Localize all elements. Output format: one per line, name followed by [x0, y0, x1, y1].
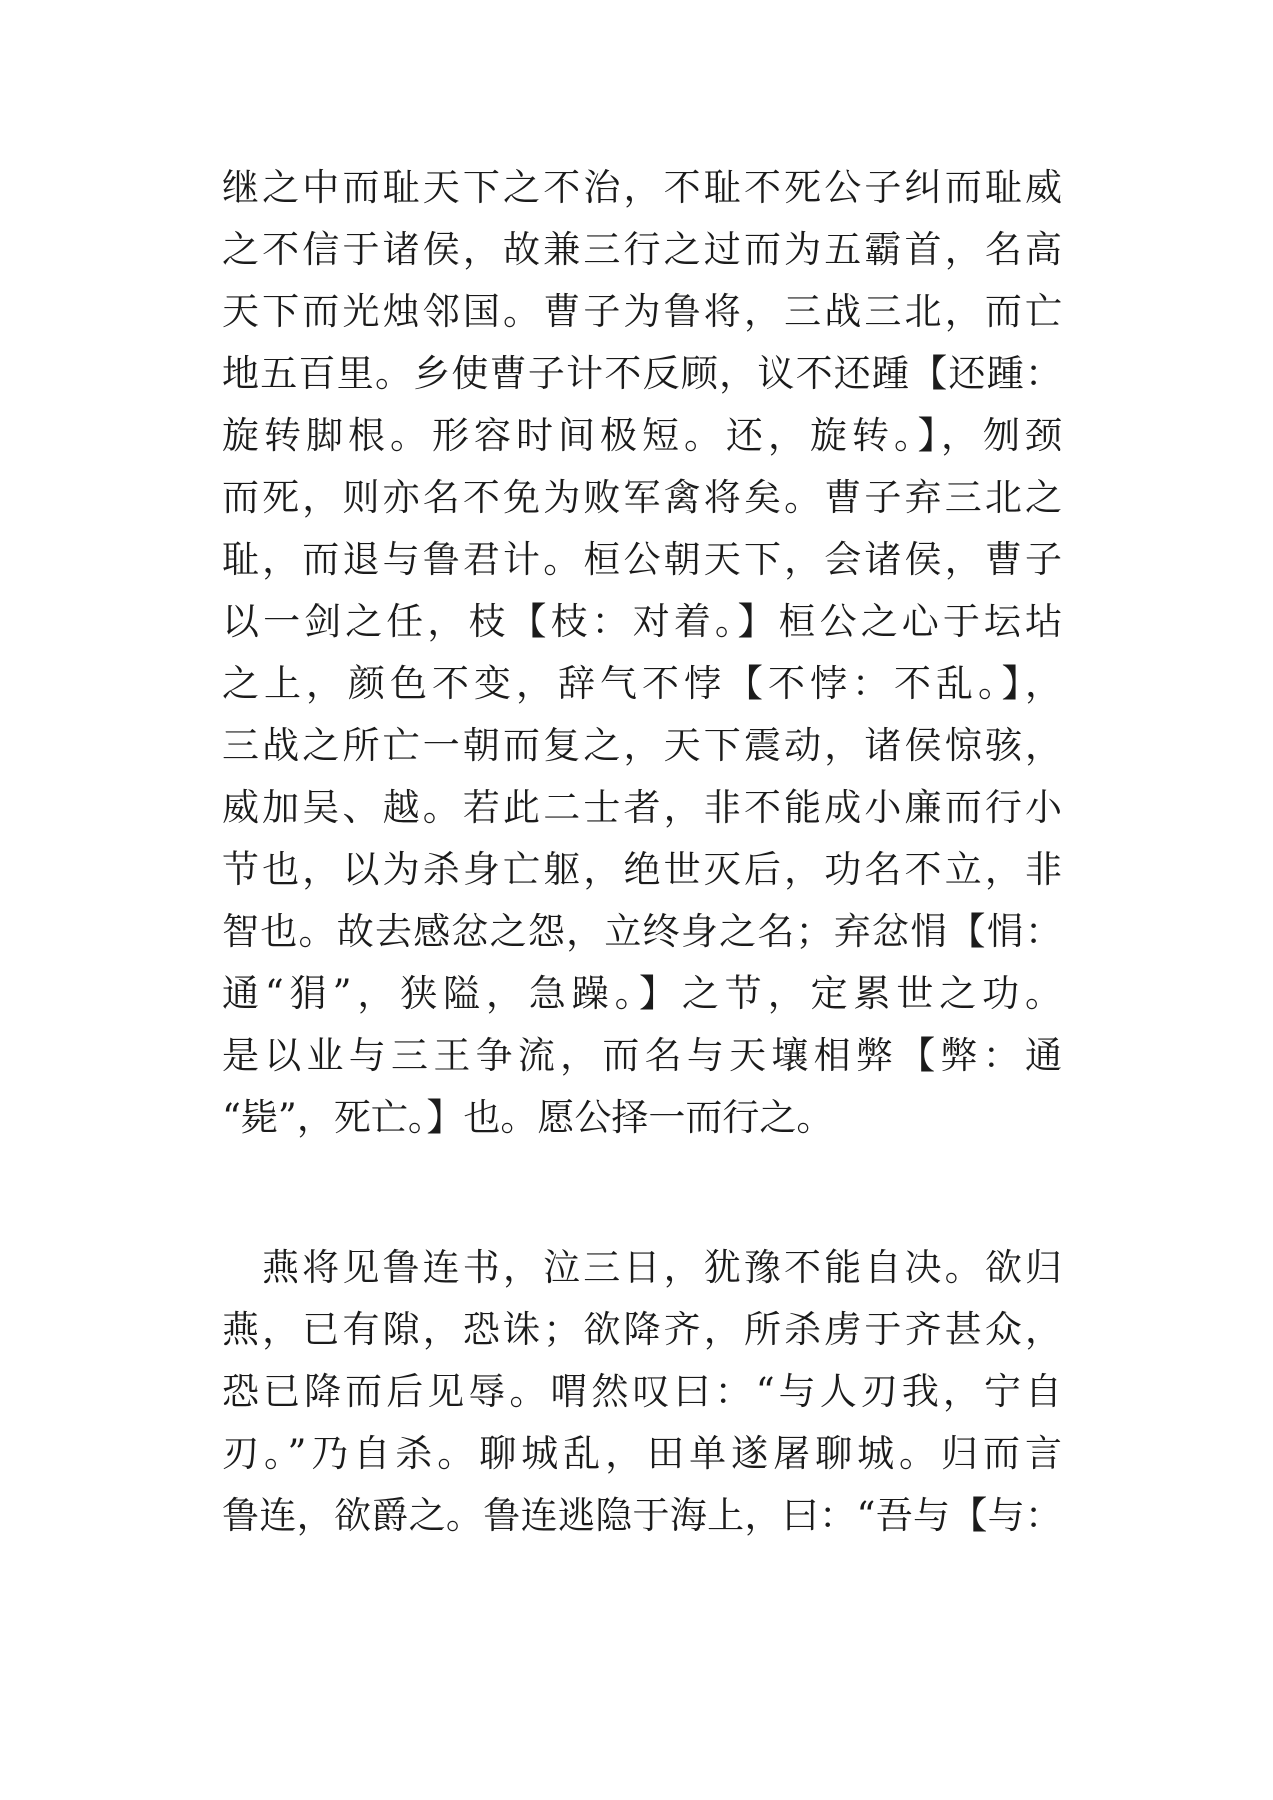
text-line: 旋转脚根。形容时间极短。还，旋转。】，刎颈 — [222, 414, 1062, 457]
text-line: 耻，而退与鲁君计。桓公朝天下，会诸侯，曹子 — [222, 538, 1062, 581]
text-line: 之不信于诸侯，故兼三行之过而为五霸首，名高 — [222, 228, 1062, 271]
text-line: 天下而光烛邻国。曹子为鲁将，三战三北，而亡 — [222, 290, 1062, 333]
text-line: 地五百里。乡使曹子计不反顾，议不还踵【还踵： — [222, 352, 1062, 395]
text-line: 鲁连，欲爵之。鲁连逃隐于海上，曰：“吾与【与： — [222, 1494, 1062, 1537]
text-line: 威加吴、越。若此二士者，非不能成小廉而行小 — [222, 786, 1062, 829]
text-line: 三战之所亡一朝而复之，天下震动，诸侯惊骇， — [222, 724, 1062, 767]
text-line: 继之中而耻天下之不治，不耻不死公子纠而耻威 — [222, 166, 1062, 209]
text-line: 恐已降而后见辱。喟然叹曰：“与人刃我，宁自 — [222, 1370, 1062, 1413]
text-line: 以一剑之任，枝【枝：对着。】桓公之心于坛坫 — [222, 600, 1062, 643]
text-line: “毙”，死亡。】也。愿公择一而行之。 — [222, 1096, 834, 1139]
text-line: 智也。故去感忿之怨，立终身之名；弃忿悁【悁： — [222, 910, 1062, 953]
text-line: 是以业与三王争流，而名与天壤相弊【弊：通 — [222, 1034, 1062, 1077]
text-line: 而死，则亦名不免为败军禽将矣。曹子弃三北之 — [222, 476, 1062, 519]
text-line: 通“狷”，狭隘，急躁。】之节，定累世之功。 — [222, 972, 1062, 1015]
text-line: 节也，以为杀身亡躯，绝世灭后，功名不立，非 — [222, 848, 1062, 891]
text-line: 燕，已有隙，恐诛；欲降齐，所杀虏于齐甚众， — [222, 1308, 1062, 1351]
text-line: 之上，颜色不变，辞气不悖【不悖：不乱。】， — [222, 662, 1062, 705]
text-line: 燕将见鲁连书，泣三日，犹豫不能自决。欲归 — [262, 1246, 1062, 1289]
text-line: 刃。”乃自杀。聊城乱，田单遂屠聊城。归而言 — [222, 1432, 1062, 1475]
